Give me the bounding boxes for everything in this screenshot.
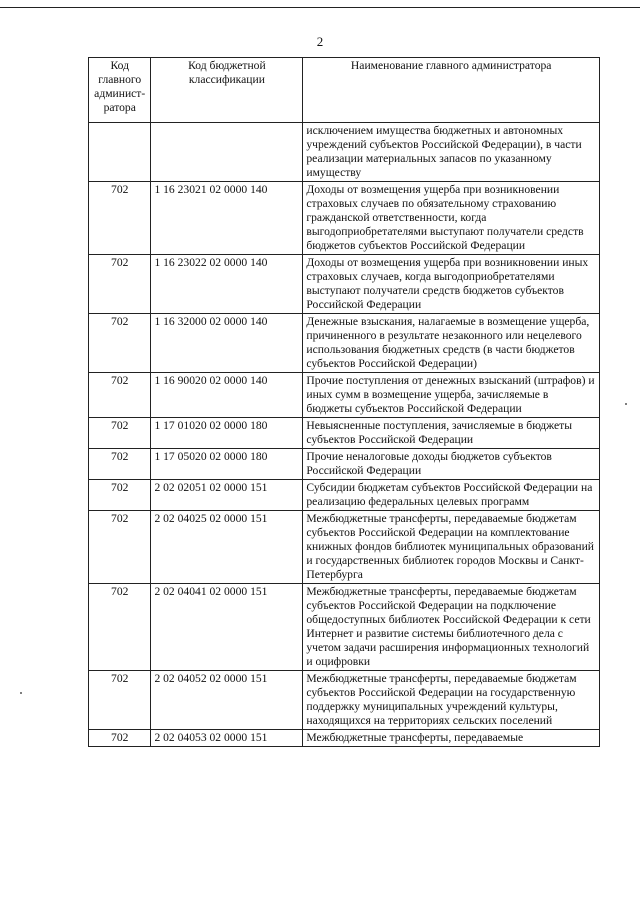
budget-code-cell: 2 02 04041 02 0000 151: [151, 584, 303, 671]
table-row: [89, 182, 600, 255]
page-number: 2: [316, 34, 324, 49]
admin-name-cell: Межбюджетные трансферты, передаваемые бюджетам субъектов Российской Федерации на подключение общедоступных библиотек Российской Федерации к сети Интернет и развитие системы библиотечного дела с учетом задачи расширения информационных технологий и оцифровки: [303, 584, 600, 671]
budget-code-cell: 1 16 32000 02 0000 140: [151, 314, 303, 373]
budget-code-cell: 2 02 04052 02 0000 151: [151, 671, 303, 730]
admin-name-cell: Доходы от возмещения ущерба при возникновении страховых случаев по обязательному страхованию гражданской ответственности, когда выгодоприобретателями выступают получатели средств бюджетов субъектов Российской Федерации: [303, 182, 600, 255]
table-row: [89, 314, 600, 373]
admin-name-cell: Межбюджетные трансферты, передаваемые бюджетам субъектов Российской Федерации на комплектование книжных фондов библиотек муниципальных образований и государственных библиотек городов Москвы и Санкт-Петербурга: [303, 511, 600, 584]
budget-code-cell: 2 02 02051 02 0000 151: [151, 480, 303, 511]
admin-name-cell: исключением имущества бюджетных и автономных учреждений субъектов Российской Федерации), в части реализации материальных запасов по указанному имуществу: [303, 123, 600, 182]
header-admin-code: Код главного админист-ратора: [89, 58, 151, 123]
scan-speck: [625, 403, 627, 405]
admin-code-cell: 702: [89, 671, 151, 730]
scan-speck: [20, 692, 22, 694]
admin-code-cell: 702: [89, 511, 151, 584]
table-row: [89, 730, 600, 747]
header-admin-name: Наименование главного администратора: [303, 58, 600, 123]
table-row: [89, 373, 600, 418]
admin-code-cell: 702: [89, 182, 151, 255]
admin-code-cell: 702: [89, 730, 151, 747]
budget-code-cell: 1 17 05020 02 0000 180: [151, 449, 303, 480]
budget-code-cell: 1 17 01020 02 0000 180: [151, 418, 303, 449]
budget-code-cell: 2 02 04053 02 0000 151: [151, 730, 303, 747]
table-row: [89, 511, 600, 584]
table-row: [89, 671, 600, 730]
admin-name-cell: Прочие поступления от денежных взысканий (штрафов) и иных сумм в возмещение ущерба, зачисляемые в бюджеты субъектов Российской Федерации: [303, 373, 600, 418]
budget-code-cell: 1 16 90020 02 0000 140: [151, 373, 303, 418]
admin-name-cell: Невыясненные поступления, зачисляемые в бюджеты субъектов Российской Федерации: [303, 418, 600, 449]
admin-code-cell: 702: [89, 373, 151, 418]
table-row: [89, 123, 600, 182]
table-row: [89, 449, 600, 480]
admin-name-cell: Межбюджетные трансферты, передаваемые: [303, 730, 600, 747]
admin-code-cell: 702: [89, 480, 151, 511]
table-row: [89, 255, 600, 314]
admin-code-cell: 702: [89, 255, 151, 314]
table-row: [89, 418, 600, 449]
table-row: [89, 584, 600, 671]
budget-code-cell: 1 16 23021 02 0000 140: [151, 182, 303, 255]
scan-top-border: [0, 0, 640, 8]
admin-name-cell: Субсидии бюджетам субъектов Российской Федерации на реализацию федеральных целевых программ: [303, 480, 600, 511]
table-row: [89, 480, 600, 511]
admin-name-cell: Межбюджетные трансферты, передаваемые бюджетам субъектов Российской Федерации на государственную поддержку муниципальных учреждений культуры, находящихся на территориях сельских поселений: [303, 671, 600, 730]
budget-code-cell: 1 16 23022 02 0000 140: [151, 255, 303, 314]
table-header-row: [89, 58, 600, 123]
admin-code-cell: 702: [89, 314, 151, 373]
admin-code-cell: 702: [89, 418, 151, 449]
admin-code-cell: 702: [89, 449, 151, 480]
admin-name-cell: Денежные взыскания, налагаемые в возмещение ущерба, причиненного в результате незаконного или нецелевого использования бюджетных средств (в части бюджетов субъектов Российской Федерации): [303, 314, 600, 373]
header-budget-code: Код бюджетной классификации: [151, 58, 303, 123]
admin-code-cell: 702: [89, 584, 151, 671]
budget-code-cell: [151, 123, 303, 182]
admin-name-cell: Прочие неналоговые доходы бюджетов субъектов Российской Федерации: [303, 449, 600, 480]
budget-classification-table: [88, 57, 600, 747]
admin-code-cell: [89, 123, 151, 182]
admin-name-cell: Доходы от возмещения ущерба при возникновении иных страховых случаев, когда выгодоприобретателями выступают получатели средств бюджетов субъектов Российской Федерации: [303, 255, 600, 314]
budget-code-cell: 2 02 04025 02 0000 151: [151, 511, 303, 584]
